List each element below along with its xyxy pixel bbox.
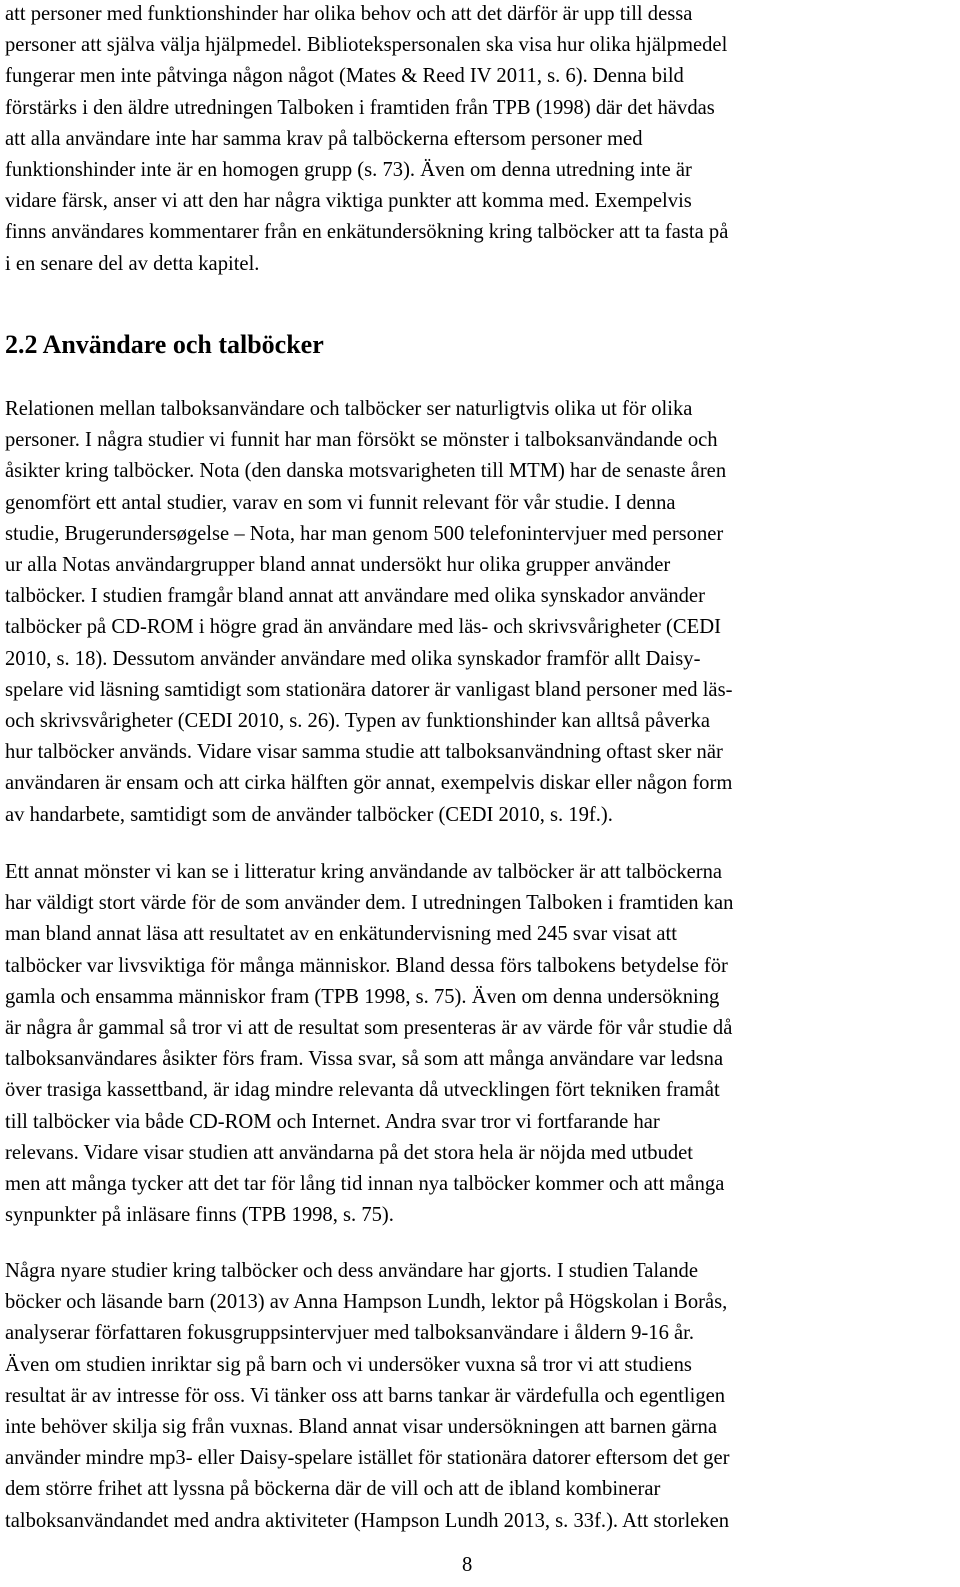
text-line: av handarbete, samtidigt som de använder talböcker (CEDI 2010, s. 19f.). [5,803,613,826]
text-line: relevans. Vidare visar studien att användarna på det stora hela är nöjda med utbudet [5,1141,694,1164]
page-number: 8 [462,1554,473,1576]
text-line: till talböcker via både CD-ROM och Internet. Andra svar tror vi fortfarande har [5,1110,660,1133]
text-line: böcker och läsande barn (2013) av Anna Hampson Lundh, lektor på Högskolan i Borås, [5,1291,728,1314]
text-line: analyserar författaren fokusgruppsintervjuer med talboksanvändare i åldern 9-16 år. [5,1322,695,1345]
text-line: talböcker på CD-ROM i högre grad än användare med läs- och skrivsvårigheter (CEDI [5,616,721,639]
text-line: spelare vid läsning samtidigt som stationära datorer är vanligast bland personer med läs- [5,678,733,701]
text-line: är några år gammal så tror vi att de resultat som presenteras är av värde för vår studie då [5,1017,733,1040]
text-line: talböcker. I studien framgår bland annat att användare med olika synskador använder [5,585,705,608]
text-line: i en senare del av detta kapitel. [5,252,260,275]
text-line: åsikter kring talböcker. Nota (den danska motsvarigheten till MTM) har de senaste åren [5,460,727,483]
section-heading: 2.2 Användare och talböcker [5,330,324,359]
text-line: finns användares kommentarer från en enkätundersökning kring talböcker att ta fasta på [5,221,729,244]
text-line: förstärks i den äldre utredningen Talboken i framtiden från TPB (1998) där det hävdas [5,96,715,119]
text-line: Relationen mellan talboksanvändare och talböcker ser naturligtvis olika ut för olika [5,398,693,420]
text-line: personer att själva välja hjälpmedel. Bibliotekspersonalen ska visa hur olika hjälpmedel [5,34,728,57]
text-line: användaren är ensam och att cirka hälften gör annat, exempelvis diskar eller någon form [5,772,733,795]
text-line: talboksanvändandet med andra aktiviteter (Hampson Lundh 2013, s. 33f.). Att storleken [5,1509,730,1532]
text-line: talböcker var livsviktiga för många människor. Bland dessa förs talbokens betydelse för [5,954,728,977]
text-line: resultat är av intresse för oss. Vi tänker oss att barns tankar är värdefulla och egentligen [5,1384,726,1407]
text-line: men att många tycker att det tar för lång tid innan nya talböcker kommer och att många [5,1173,725,1196]
text-line: och skrivsvårigheter (CEDI 2010, s. 26). Typen av funktionshinder kan alltså påverka [5,710,711,733]
paragraph-4 [5,1256,729,1537]
text-line: gamla och ensamma människor fram (TPB 1998, s. 75). Även om denna undersökning [5,985,720,1008]
text-line: funktionshinder inte är en homogen grupp (s. 73). Även om denna utredning inte är [5,159,692,182]
text-line: man bland annat läsa att resultatet av en enkätundervisning med 245 svar visat att [5,923,677,946]
text-line: ur alla Notas användargrupper bland annat undersökt hur olika grupper använder [5,554,671,577]
text-line: att personer med funktionshinder har olika behov och att det därför är upp till dessa [5,3,693,25]
paragraph-3 [5,857,733,1231]
text-line: har väldigt stort värde för de som använder dem. I utredningen Talboken i framtiden kan [5,892,734,915]
text-line: vidare färsk, anser vi att den har några viktiga punkter att komma med. Exempelvis [5,190,692,213]
text-line: Några nyare studier kring talböcker och dess användare har gjorts. I studien Talande [5,1260,698,1282]
text-line: synpunkter på inläsare finns (TPB 1998, s. 75). [5,1204,394,1227]
text-line: Ett annat mönster vi kan se i litteratur kring användande av talböcker är att talböckerna [5,861,723,883]
text-line: över trasiga kassettband, är idag mindre relevanta då utvecklingen fört tekniken framåt [5,1079,720,1102]
text-line: hur talböcker används. Vidare visar samma studie att talboksanvändning oftast sker när [5,741,723,764]
text-line: studie, Brugerundersøgelse – Nota, har man genom 500 telefonintervjuer med personer [5,522,724,545]
text-line: personer. I några studier vi funnit har man försökt se mönster i talboksanvändande och [5,429,718,452]
text-line: 2010, s. 18). Dessutom använder användare med olika synskador framför allt Daisy- [5,647,701,670]
paragraph-1 [5,0,728,280]
paragraph-2 [5,394,732,831]
text-line: fungerar men inte påtvinga någon något (Mates & Reed IV 2011, s. 6). Denna bild [5,65,684,88]
text-line: genomfört ett antal studier, varav en som vi funnit relevant för vår studie. I denna [5,491,676,514]
text-line: inte behöver skilja sig från vuxnas. Bland annat visar undersökningen att barnen gärna [5,1416,717,1439]
text-line: att alla användare inte har samma krav på talböckerna eftersom personer med [5,127,643,150]
text-line: använder mindre mp3- eller Daisy-spelare istället för stationära datorer eftersom det ger [5,1447,730,1470]
text-line: dem större frihet att lyssna på böckerna där de vill och att de ibland kombinerar [5,1478,661,1501]
text-line: talboksanvändares åsikter förs fram. Vissa svar, så som att många användare var ledsna [5,1048,724,1071]
text-line: Även om studien inriktar sig på barn och vi undersöker vuxna så tror vi att studiens [5,1353,692,1376]
